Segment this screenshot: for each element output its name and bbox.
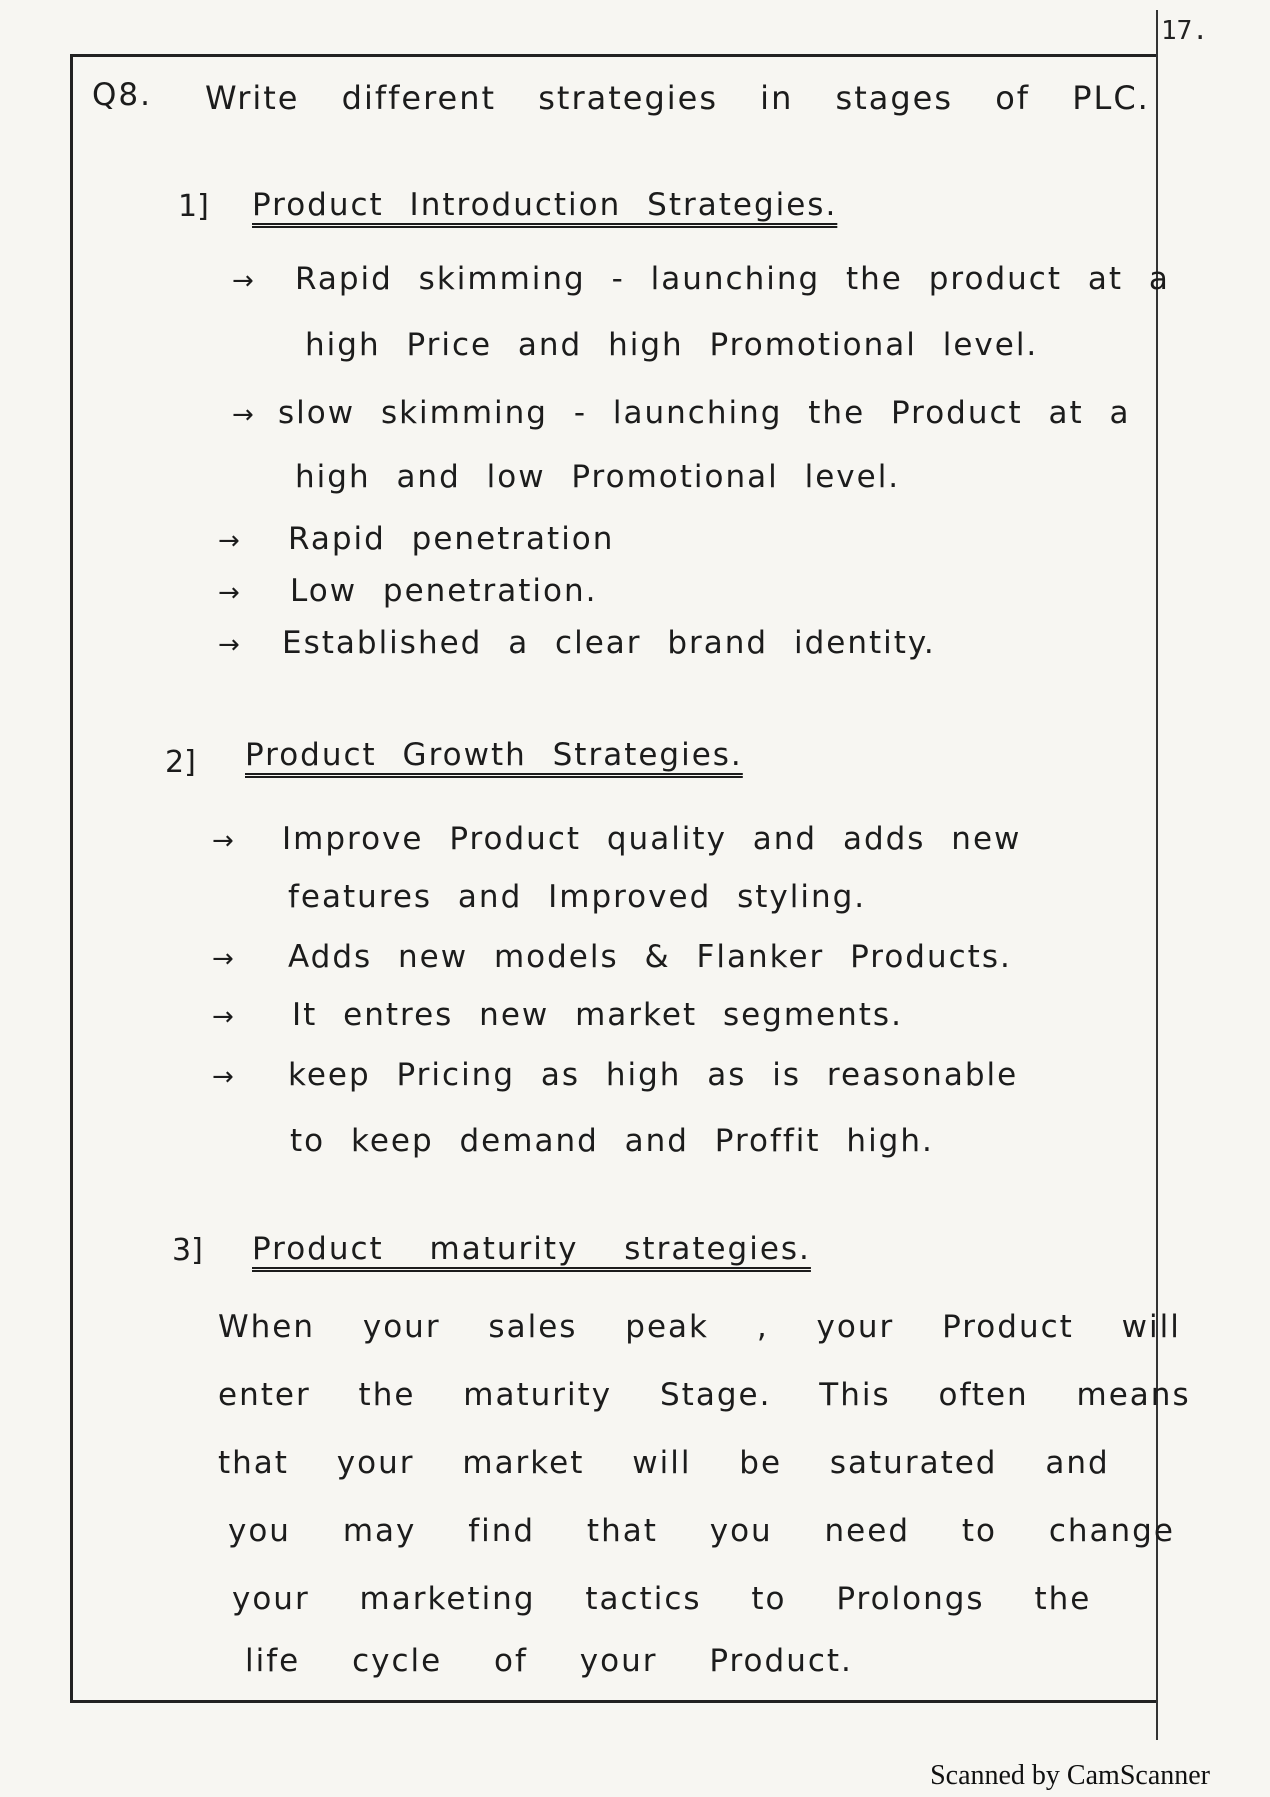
- section-2-heading: Product Growth Strategies.: [245, 737, 743, 773]
- section-1-point-2-line-2: high and low Promotional level.: [295, 459, 901, 495]
- section-2-point-1-line-1: Improve Product quality and adds new: [282, 821, 1022, 857]
- section-3-paragraph-line-6: life cycle of your Product.: [245, 1643, 853, 1679]
- section-1-point-5: Established a clear brand identity.: [282, 625, 936, 661]
- arrow-bullet-icon: →: [218, 578, 240, 608]
- section-1-point-4: Low penetration.: [290, 573, 598, 609]
- section-3-paragraph-line-3: that your market will be saturated and: [218, 1445, 1110, 1481]
- arrow-bullet-icon: →: [212, 826, 234, 856]
- section-1-point-2-line-1: slow skimming - launching the Product at a: [278, 395, 1131, 431]
- arrow-bullet-icon: →: [212, 1002, 234, 1032]
- arrow-bullet-icon: →: [218, 630, 240, 660]
- section-3-paragraph-line-2: enter the maturity Stage. This often means: [218, 1377, 1191, 1413]
- section-2-point-1-line-2: features and Improved styling.: [288, 879, 867, 915]
- arrow-bullet-icon: →: [218, 526, 240, 556]
- margin-line-left: [70, 54, 73, 1700]
- section-1-heading: Product Introduction Strategies.: [252, 187, 838, 223]
- section-3-number: 3]: [172, 1233, 203, 1268]
- section-2-point-2: Adds new models & Flanker Products.: [288, 939, 1012, 975]
- section-3-heading: Product maturity strategies.: [252, 1231, 811, 1267]
- arrow-bullet-icon: →: [212, 944, 234, 974]
- page-number: 17.: [1161, 16, 1208, 46]
- section-2-point-4-line-2: to keep demand and Proffit high.: [290, 1123, 934, 1159]
- section-3-paragraph-line-1: When your sales peak , your Product will: [218, 1309, 1181, 1345]
- section-2-number: 2]: [165, 745, 196, 780]
- margin-line-bottom: [70, 1700, 1156, 1703]
- scanner-watermark: Scanned by CamScanner: [930, 1760, 1210, 1791]
- section-1-number: 1]: [178, 189, 209, 224]
- question-text: Write different strategies in stages of PLC.: [205, 79, 1150, 117]
- section-3-paragraph-line-5: your marketing tactics to Prolongs the: [232, 1581, 1092, 1617]
- section-2-point-3: It entres new market segments.: [292, 997, 903, 1033]
- arrow-bullet-icon: →: [232, 266, 254, 296]
- arrow-bullet-icon: →: [212, 1062, 234, 1092]
- arrow-bullet-icon: →: [232, 400, 254, 430]
- section-1-point-1-line-1: Rapid skimming - launching the product at a: [295, 261, 1170, 297]
- section-2-point-4-line-1: keep Pricing as high as is reasonable: [288, 1057, 1019, 1093]
- section-1-point-1-line-2: high Price and high Promotional level.: [305, 327, 1039, 363]
- margin-line-top: [70, 54, 1156, 57]
- section-3-paragraph-line-4: you may find that you need to change: [228, 1513, 1175, 1549]
- section-1-point-3: Rapid penetration: [288, 521, 615, 557]
- question-label: Q8.: [92, 77, 152, 113]
